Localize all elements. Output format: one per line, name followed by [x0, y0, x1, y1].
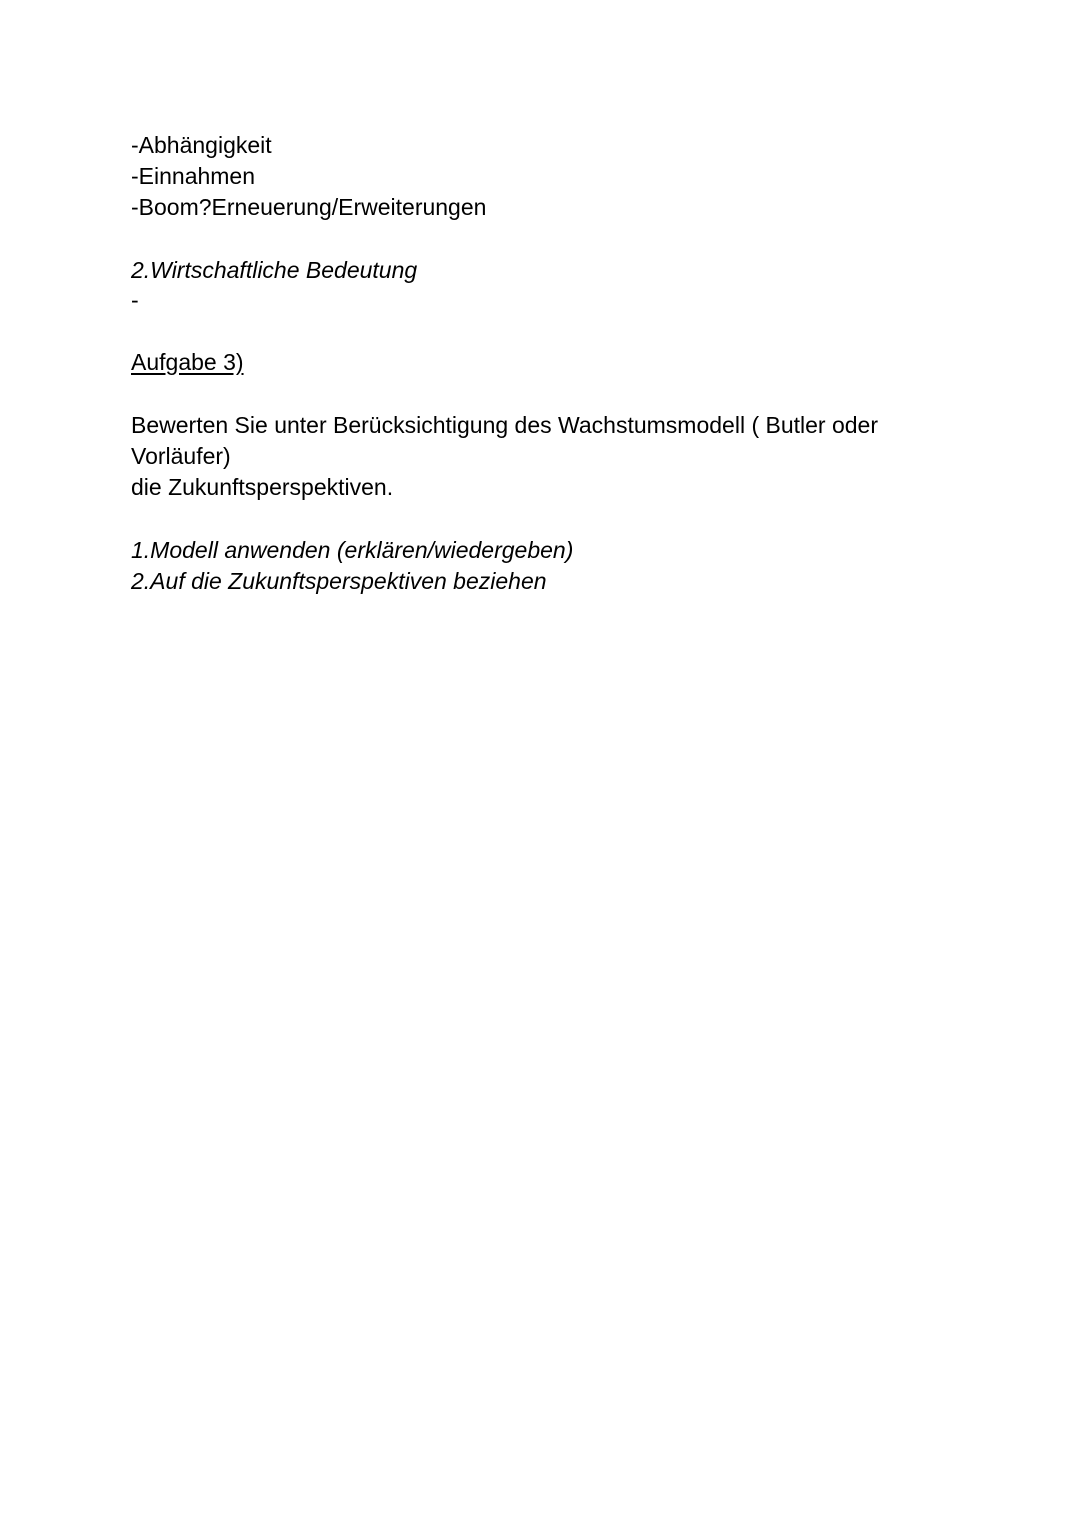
task-step-1: 1.Modell anwenden (erklären/wiedergeben) [131, 537, 574, 563]
task-heading-aufgabe-3: Aufgabe 3) [131, 349, 244, 375]
task-prompt-line-3: die Zukunftsperspektiven. [131, 474, 394, 500]
bullet-abhaengigkeit: -Abhängigkeit [131, 132, 272, 158]
task-prompt-line-2: Vorläufer) [131, 443, 231, 469]
task-step-2: 2.Auf die Zukunftsperspektiven beziehen [131, 568, 547, 594]
bullet-boom: -Boom?Erneuerung/Erweiterungen [131, 194, 487, 220]
section-heading-wirtschaftliche-bedeutung: 2.Wirtschaftliche Bedeutung [131, 257, 418, 283]
task-prompt-line-1: Bewerten Sie unter Berücksichtigung des Wachstumsmodell ( Butler oder [131, 412, 878, 438]
bullet-einnahmen: -Einnahmen [131, 163, 256, 189]
empty-bullet-dash: - [131, 287, 139, 313]
